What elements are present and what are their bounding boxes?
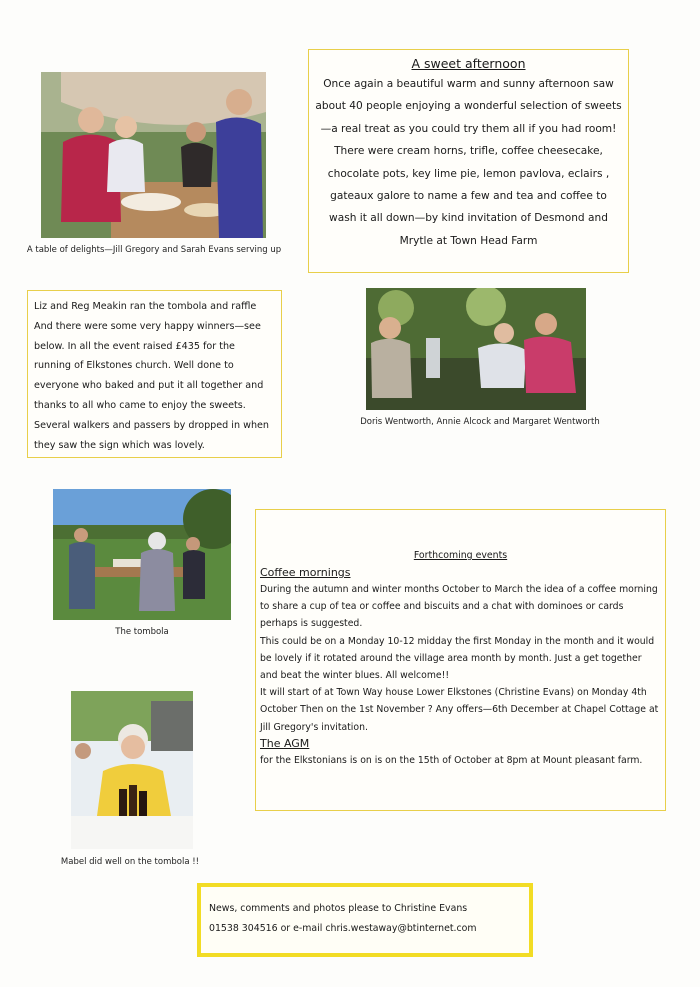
contact-box — [197, 883, 533, 957]
contact-line-1: News, comments and photos please to Christine Evans — [209, 903, 468, 914]
tombola-report-text: Liz and Reg Meakin ran the tombola and raffle And there were some very happy winners—see below. In all the event raised £435 for the running of Elkstones church. Well done to everyone who baked and put it all together and thanks to all who came to enjoy the sweets. Several walkers and passers by dropped in when they saw the sign which was lovely. — [34, 301, 270, 451]
agm-paragraph: for the Elkstonians is on is on the 15th of October at 8pm at Mount pleasant farm. — [260, 754, 643, 766]
photo-doris-annie-margaret — [366, 288, 586, 410]
forthcoming-events-box — [255, 509, 666, 811]
sweet-afternoon-title: A sweet afternoon — [411, 56, 526, 71]
caption-tombola: The tombola — [115, 627, 169, 637]
forthcoming-events-title: Forthcoming events — [413, 550, 508, 561]
coffee-mornings-paragraph-1: During the autumn and winter months October to March the idea of a coffee morning to share a cup of tea or coffee and biscuits and a chat with dominoes or cards perhaps is suggested. — [260, 584, 658, 630]
contact-line-2: 01538 304516 or e-mail chris.westaway@btinternet.com — [209, 923, 477, 934]
tombola-report-box — [27, 290, 282, 458]
coffee-mornings-heading: Coffee mornings — [260, 566, 351, 579]
sweet-afternoon-text: Once again a beautiful warm and sunny afternoon saw about 40 people enjoying a wonderful selection of sweets—a real treat as you could try them all if you had room! There were cream horns, trifle, coffee cheesecake, chocolate pots, key lime pie, lemon pavlova, eclairs , gateaux galore to name a few and tea and coffee to wash it all down—by kind invitation of Desmond and Mrytle at Town Head Farm — [315, 78, 622, 247]
coffee-mornings-paragraph-3: It will start of at Town Way house Lower Elkstones (Christine Evans) on Monday 4th October Then on the 1st November ? Any offers—6th December at Chapel Cottage at Jill Gregory's invitation. — [260, 687, 659, 733]
sweet-afternoon-box — [308, 49, 629, 273]
caption-table: A table of delights—Jill Gregory and Sarah Evans serving up — [26, 245, 282, 255]
photo-the-tombola — [53, 489, 231, 620]
photo-table-of-delights — [41, 72, 266, 238]
photo-mabel — [71, 691, 193, 849]
caption-mabel: Mabel did well on the tombola !! — [60, 857, 200, 867]
coffee-mornings-paragraph-2: This could be on a Monday 10-12 midday the first Monday in the month and it would be lovely if it rotated around the village area month by month. Just a get together and beat the winter blues. All welcome!! — [260, 635, 655, 682]
agm-heading: The AGM — [260, 736, 310, 750]
caption-doris: Doris Wentworth, Annie Alcock and Margaret Wentworth — [360, 417, 600, 427]
